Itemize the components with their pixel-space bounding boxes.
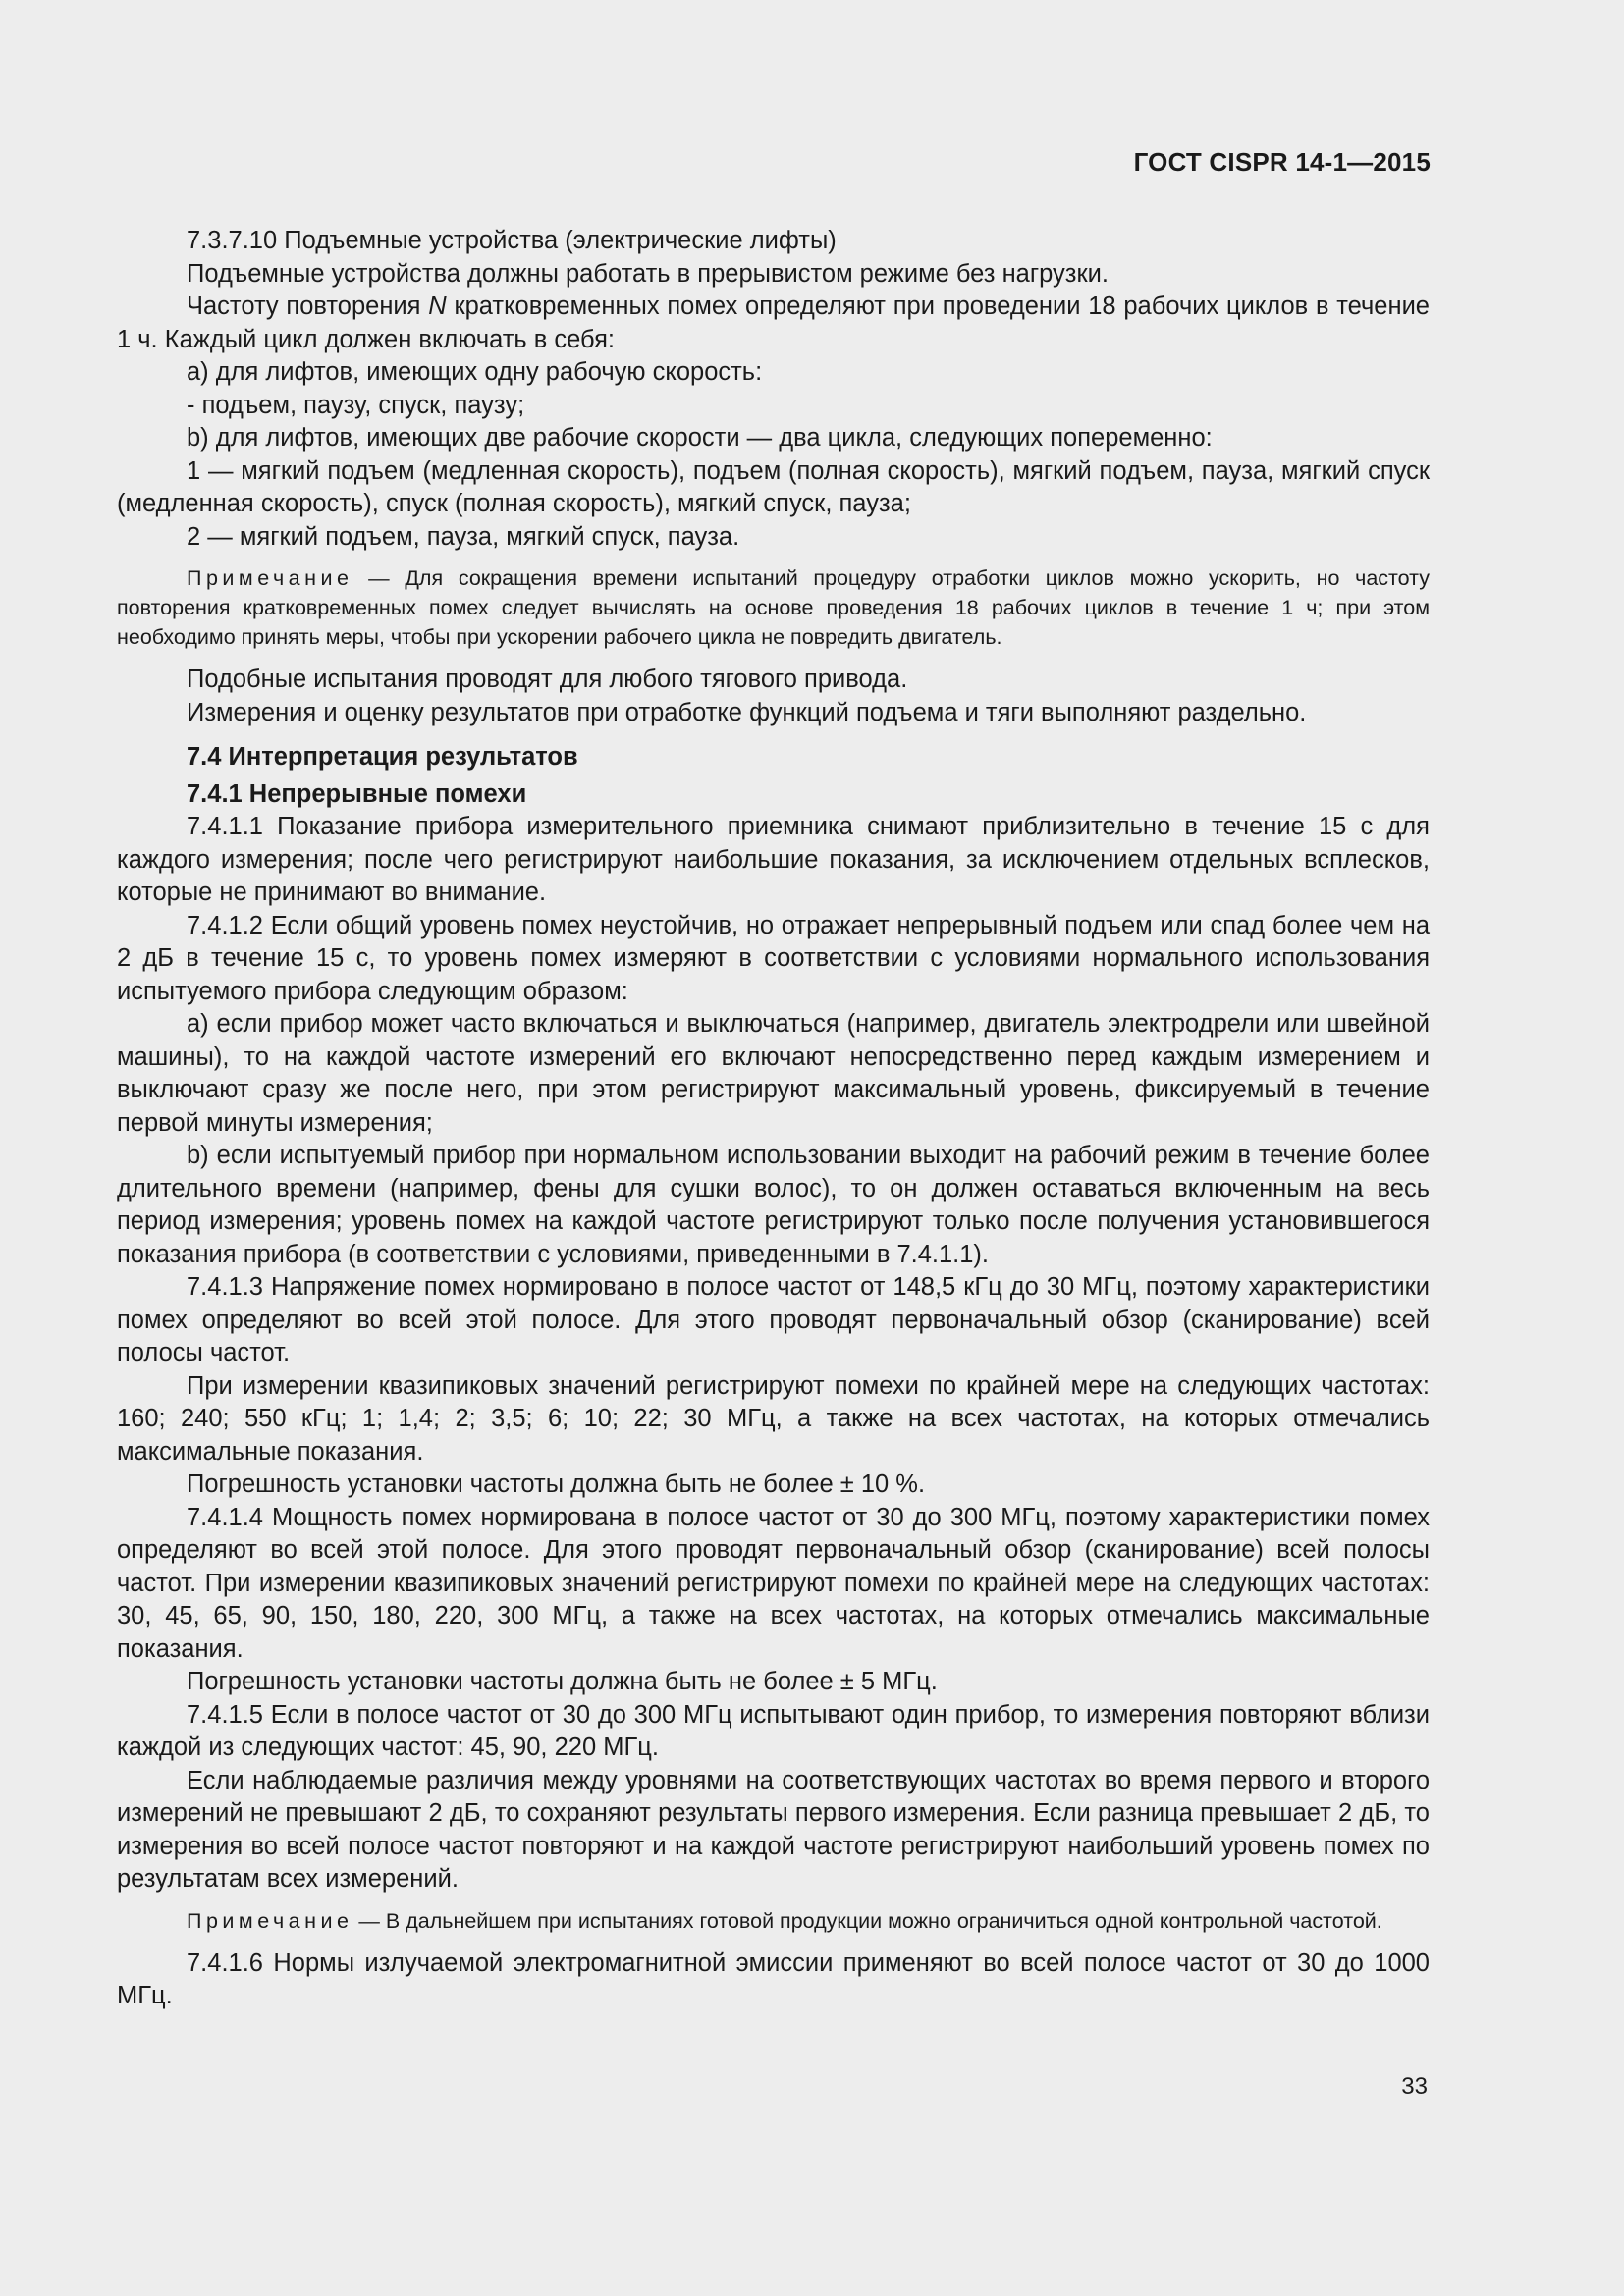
variable-n: N [428,293,447,320]
list-item: b) для лифтов, имеющих две рабочие скорости — два цикла, следующих попеременно: [187,424,1213,452]
note [117,1906,1430,1936]
page-header: ГОСТ CISPR 14-1—2015 [1133,147,1431,177]
note-text: — Для сокращения времени испытаний процедуру отработки циклов можно ускорить, но частоту повторения кратковременных помех следует вычислять на основе проведения 18 рабочих циклов в течение 1 ч; при этом необходимо принять меры, чтобы при ускорении рабочего цикла не повредить двигатель. [117,566,1430,649]
list-item: 1 — мягкий подъем (медленная скорость), подъем (полная скорость), мягкий подъем, пауза, мягкий спуск (медленная скорость), спуск (полная скорость), мягкий спуск, пауза; [117,456,1430,517]
paragraph: 7.4.1.3 Напряжение помех нормировано в полосе частот от 148,5 кГц до 30 МГц, поэтому характеристики помех определяют во всей этой полосе. Для этого проводят первоначальный обзор (сканирование) всей полосы частот. [117,1273,1430,1366]
paragraph: Измерения и оценку результатов при отработке функций подъема и тяги выполняют раздельно. [187,698,1307,726]
document-body [117,225,1430,2013]
list-item: - подъем, паузу, спуск, паузу; [187,391,525,419]
page-number: 33 [1401,2073,1428,2100]
note-label: Примечание [187,1908,353,1933]
paragraph: Погрешность установки частоты должна быть не более ± 5 МГц. [187,1668,938,1695]
paragraph: 7.4.1.1 Показание прибора измерительного приемника снимают приблизительно в течение 15 с для каждого измерения; после чего регистрируют наибольшие показания, за исключением отдельных всплесков, которые не принимают во внимание. [117,813,1430,906]
subsection-heading: 7.4.1 Непрерывные помехи [187,779,527,808]
list-item: 2 — мягкий подъем, пауза, мягкий спуск, пауза. [187,522,740,551]
list-item: a) для лифтов, имеющих одну рабочую скорость: [187,358,763,386]
paragraph: Погрешность установки частоты должна быть не более ± 10 %. [187,1470,926,1498]
list-item: b) если испытуемый прибор при нормальном использовании выходит на рабочий режим в течение более длительного времени (например, фены для сушки волос), то он должен оставаться включенным на весь период измерения; уровень помех на каждой частоте регистрируют только после получения установившегося показания прибора (в соответствии с условиями, приведенными в 7.4.1.1). [117,1142,1430,1268]
paragraph: 7.4.1.4 Мощность помех нормирована в полосе частот от 30 до 300 МГц, поэтому характеристики помех определяют во всей этой полосе. Для этого проводят первоначальный обзор (сканирование) всей полосы частот. При измерении квазипиковых значений регистрируют помехи по крайней мере на следующих частотах: 30, 45, 65, 90, 150, 180, 220, 300 МГц, а также на всех частотах, на которых отмечались максимальные показания. [117,1503,1430,1663]
note-text: — В дальнейшем при испытаниях готовой продукции можно ограничиться одной контрольной частотой. [352,1908,1382,1933]
list-item: a) если прибор может часто включаться и выключаться (например, двигатель электродрели или швейной машины), то на каждой частоте измерений его включают непосредственно перед каждым измерением и выключают сразу же после него, при этом регистрируют максимальный уровень, фиксируемый в течение первой минуты измерения; [117,1010,1430,1137]
paragraph: Подобные испытания проводят для любого тягового привода. [187,666,908,693]
paragraph: 7.4.1.6 Нормы излучаемой электромагнитной эмиссии применяют во всей полосе частот от 30 до 1000 МГц. [117,1949,1430,2009]
note [117,563,1430,652]
paragraph: 7.3.7.10 Подъемные устройства (электрические лифты) [187,227,837,254]
section-heading: 7.4 Интерпретация результатов [187,743,578,771]
paragraph: При измерении квазипиковых значений регистрируют помехи по крайней мере на следующих частотах: 160; 240; 550 кГц; 1; 1,4; 2; 3,5; 6; 10; 22; 30 МГц, а также на всех частотах, на которых отмечались максимальные показания. [117,1371,1430,1466]
paragraph: Подъемные устройства должны работать в прерывистом режиме без нагрузки. [187,259,1109,288]
paragraph: 7.4.1.2 Если общий уровень помех неустойчив, но отражает непрерывный подъем или спад более чем на 2 дБ в течение 15 с, то уровень помех измеряют в соответствии с условиями нормального использования испытуемого прибора следующим образом: [117,911,1430,1005]
paragraph: 7.4.1.5 Если в полосе частот от 30 до 300 МГц испытывают один прибор, то измерения повторяют вблизи каждой из следующих частот: 45, 90, 220 МГц. [117,1700,1430,1761]
paragraph: Частоту повторения N кратковременных помех определяют при проведении 18 рабочих циклов в течение 1 ч. Каждый цикл должен включать в себя: [117,293,1430,353]
paragraph: Если наблюдаемые различия между уровнями на соответствующих частотах во время первого и второго измерений не превышают 2 дБ, то сохраняют результаты первого измерения. Если разница превышает 2 дБ, то измерения во всей полосе частот повторяют и на каждой частоте регистрируют наибольший уровень помех по результатам всех измерений. [117,1766,1430,1893]
note-label: Примечание [187,566,353,590]
